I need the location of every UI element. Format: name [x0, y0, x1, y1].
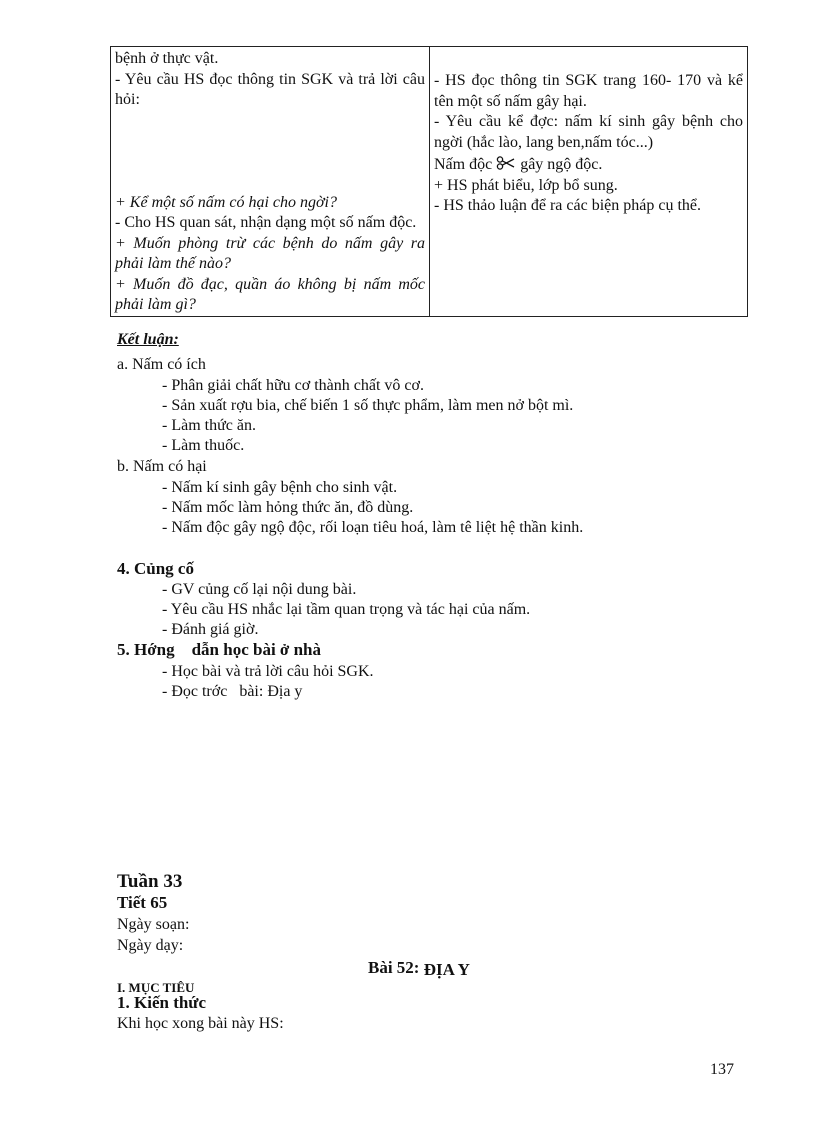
list-item: - Sản xuất rợu bia, chế biến 1 số thực phẩm, làm men nở bột mì. [162, 397, 574, 414]
useful-fungi-title: a. Nấm có ích [117, 356, 206, 373]
list-item: - Đánh giá giờ. [162, 621, 259, 638]
student-line: + HS phát biểu, lớp bổ sung. [434, 176, 618, 194]
list-item: - Nấm độc gây ngộ độc, rối loạn tiêu hoá, làm tê liệt hệ thần kinh. [162, 519, 584, 536]
lesson-activity-table [110, 46, 748, 317]
student-line: - Yêu cầu kể đợc: nấm kí sinh gây bệnh cho ngời (hắc lào, lang ben,nấm tóc...) [434, 113, 743, 151]
prep-date-label: Ngày soạn: [117, 916, 190, 933]
teacher-line: - Yêu cầu HS đọc thông tin SGK và trả lời câu hỏi: [115, 70, 425, 108]
intro-text: Khi học xong bài này HS: [117, 1015, 284, 1032]
list-item: - Yêu cầu HS nhắc lại tầm quan trọng và tác hại của nấm. [162, 601, 531, 618]
list-item: - Nấm kí sinh gây bệnh cho sinh vật. [162, 479, 398, 496]
consolidation-title: 4. Củng cố [117, 559, 194, 578]
week-label: Tuần 33 [117, 871, 183, 892]
student-activity-cell [430, 47, 748, 317]
list-item: - Phân giải chất hữu cơ thành chất vô cơ. [162, 377, 424, 394]
teacher-activity-cell [111, 47, 430, 317]
scissors-icon [496, 156, 516, 170]
harmful-fungi-title: b. Nấm có hại [117, 458, 207, 475]
list-item: - Học bài và trả lời câu hỏi SGK. [162, 663, 374, 680]
teach-date-label: Ngày dạy: [117, 937, 184, 954]
lesson-title: Bài 52: ĐỊA Y [368, 958, 470, 979]
teacher-line: - Cho HS quan sát, nhận dạng một số nấm độc. [115, 214, 417, 231]
list-item: - Nấm mốc làm hỏng thức ăn, đồ dùng. [162, 499, 414, 516]
teacher-line: bệnh ở thực vật. [115, 50, 219, 67]
list-item: - Làm thuốc. [162, 437, 245, 454]
student-line: - HS thảo luận để ra các biện pháp cụ thể. [434, 197, 702, 214]
period-label: Tiết 65 [117, 893, 168, 912]
student-line: - HS đọc thông tin SGK trang 160- 170 và kể tên một số nấm gây hại. [434, 72, 743, 110]
teacher-line: + Muốn phòng trừ các bệnh do nấm gây ra phải làm thế nào? [115, 234, 425, 272]
teacher-line: + Kể một số nấm có hại cho ngời? [115, 193, 337, 211]
objectives-heading: I. MỤC TIÊU [117, 980, 195, 995]
homework-title: 5. Hớng dẫn học bài ở nhà [117, 640, 321, 659]
list-item: - Làm thức ăn. [162, 417, 256, 434]
teacher-line: + Muốn đồ đạc, quần áo không bị nấm mốc phải làm gì? [115, 275, 425, 313]
page-number: 137 [710, 1061, 734, 1078]
conclusion-heading: Kết luận: [117, 331, 179, 348]
list-item: - GV củng cố lại nội dung bài. [162, 581, 357, 598]
student-line: Nấm độc gây ngộ độc. [434, 156, 603, 173]
knowledge-heading: 1. Kiến thức [117, 993, 207, 1012]
list-item: - Đọc trớc bài: Địa y [162, 683, 303, 700]
